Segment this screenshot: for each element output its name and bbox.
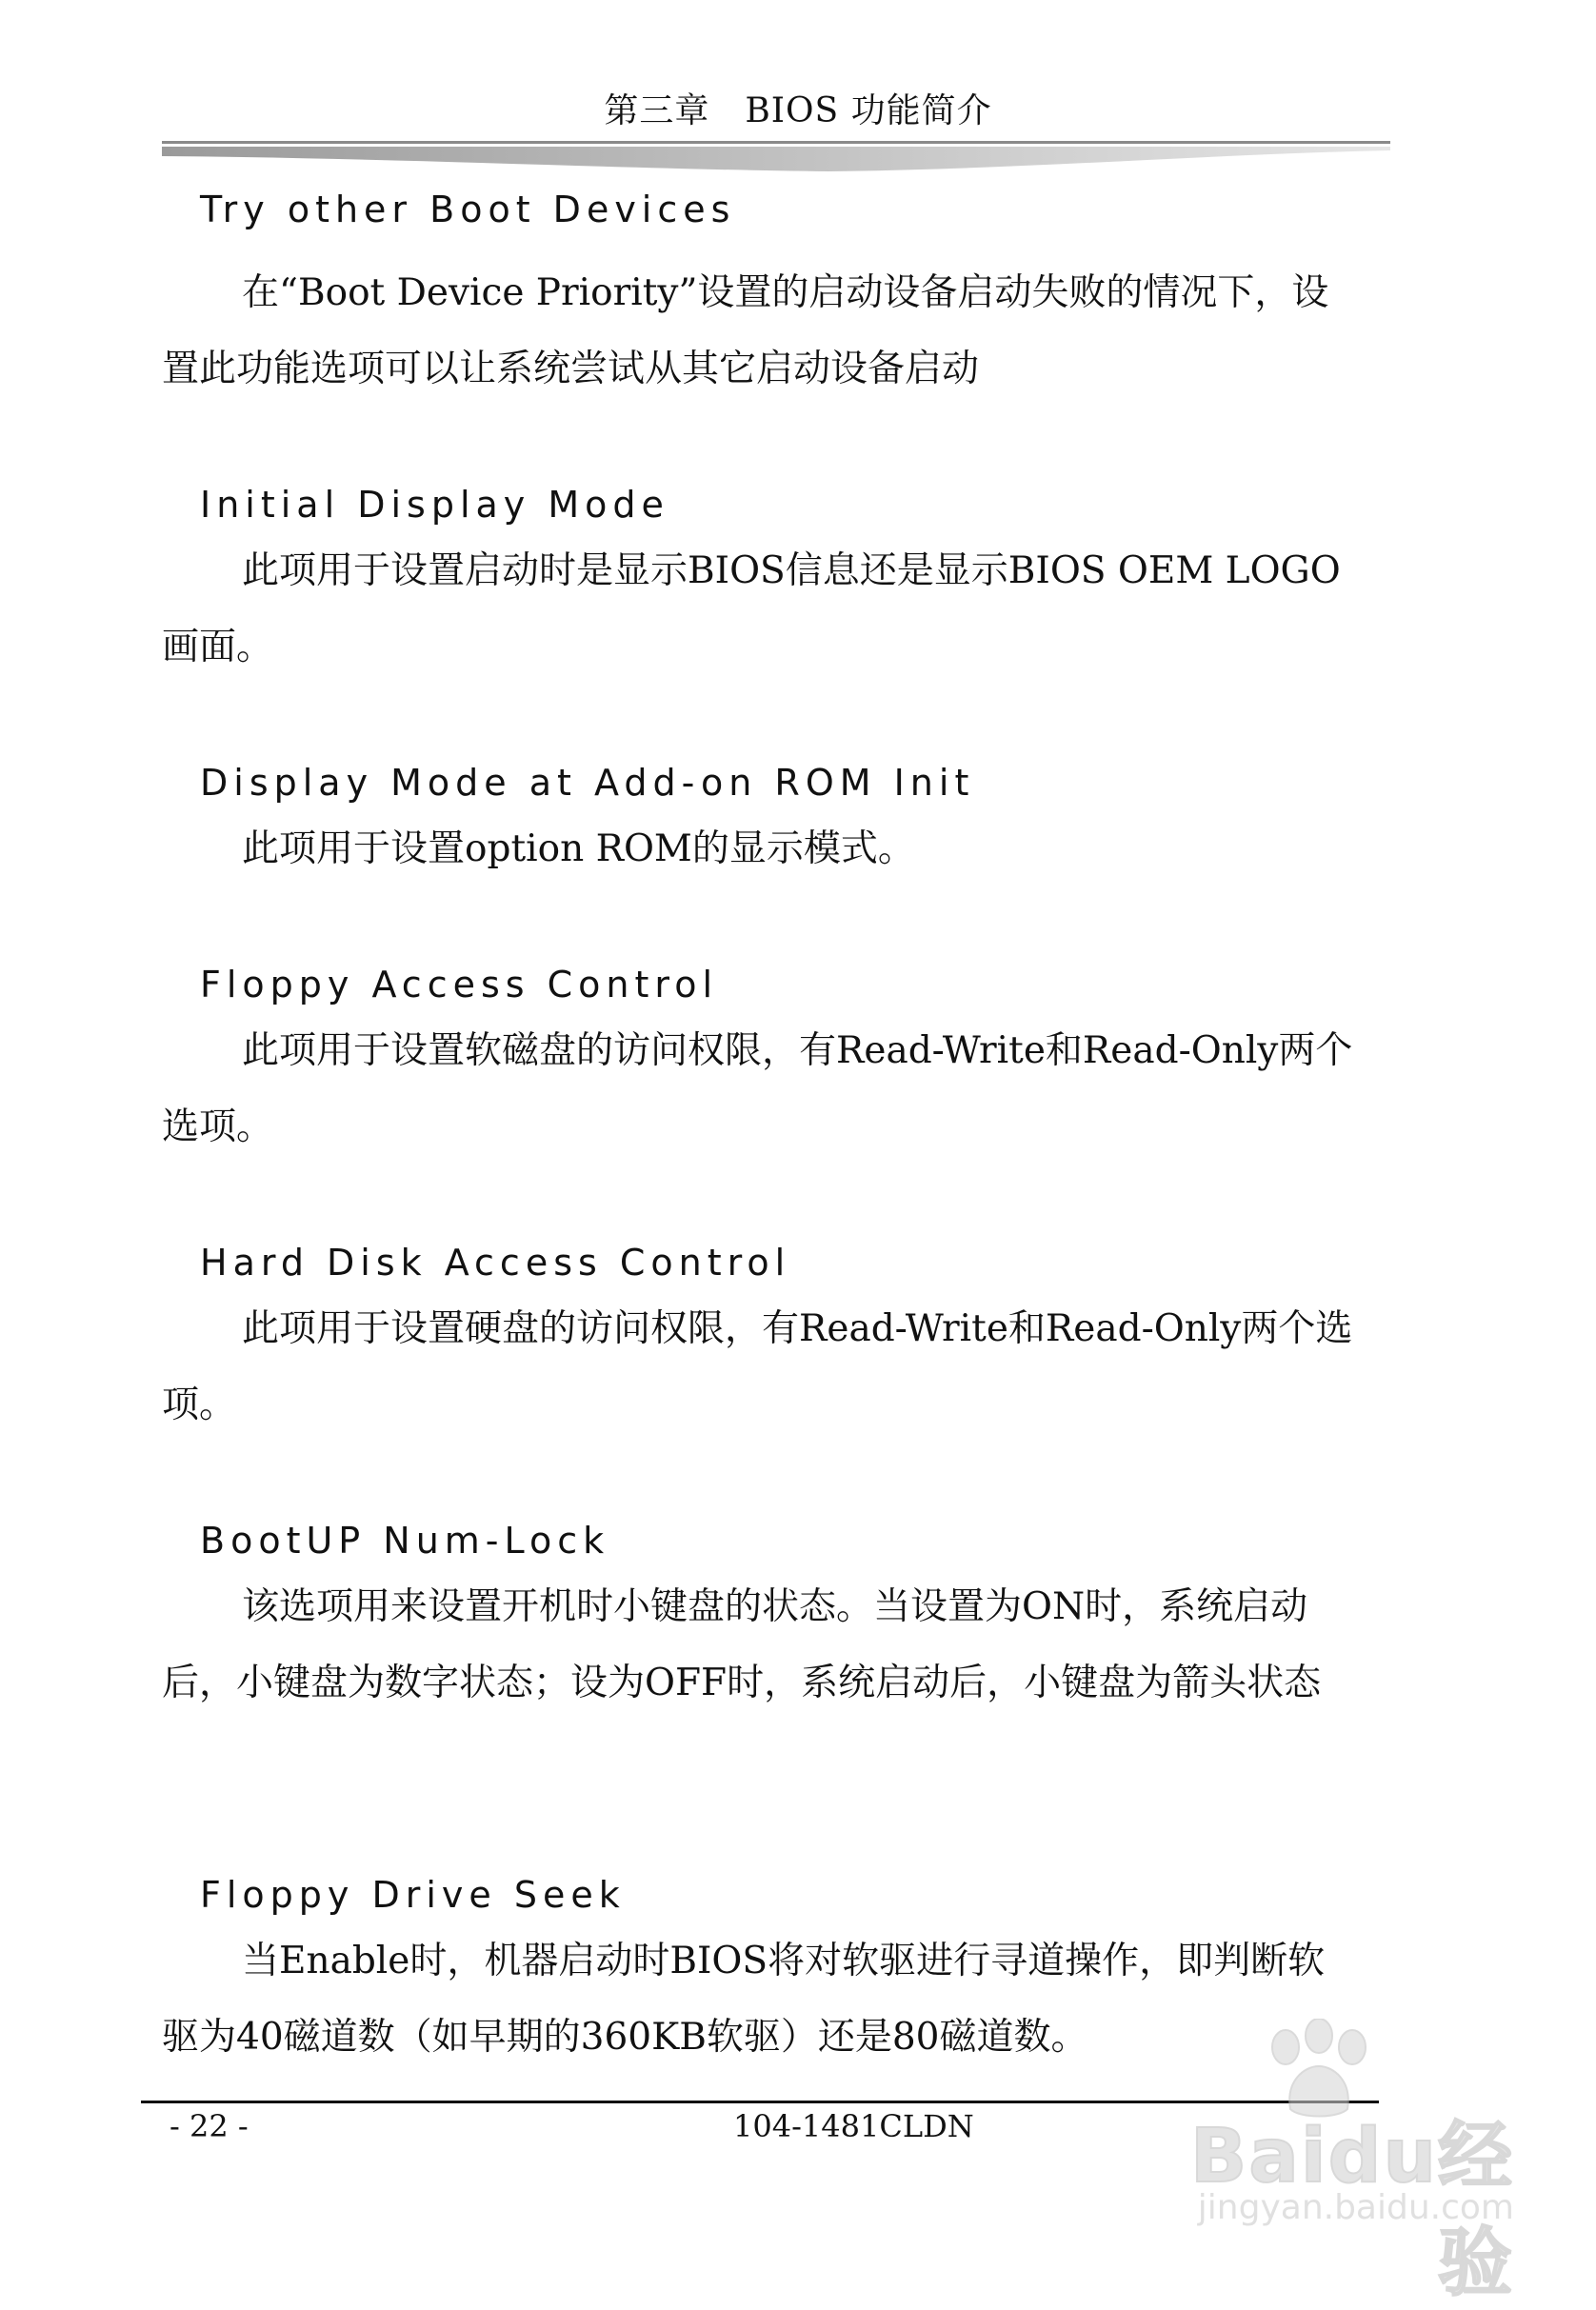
section-heading: Initial Display Mode [200,484,669,526]
section-heading: Try other Boot Devices [200,189,736,230]
header-rule [162,141,1390,173]
section-heading: Display Mode at Add-on ROM Init [200,762,975,804]
section-description: 此项用于设置硬盘的访问权限，有Read-Write和Read-Only两个选项。 [162,1307,1353,1426]
section-description: 此项用于设置option ROM的显示模式。 [242,827,915,870]
chapter-title: 第三章 BIOS 功能简介 [604,91,992,130]
baidu-jingyan-watermark [1133,2019,1514,2306]
section-heading: BootUP Num-Lock [200,1520,610,1562]
page-number: - 22 - [170,2108,249,2144]
section-heading: Floppy Access Control [200,964,718,1006]
section-description: 此项用于设置启动时是显示BIOS信息还是显示BIOS OEM LOGO画面。 [162,549,1341,668]
watermark-url: jingyan.baidu.com [1197,2188,1514,2227]
section-description: 当Enable时，机器启动时BIOS将对软驱进行寻道操作，即判断软驱为40磁道数（如早期的360KB软驱）还是80磁道数。 [162,1940,1326,2059]
section-description: 该选项用来设置开机时小键盘的状态。当设置为ON时，系统启动后，小键盘为数字状态；设为OFF时，系统启动后，小键盘为箭头状态 [162,1585,1322,1704]
watermark-brand: Baidu经验 [1189,2114,1514,2306]
section-description: 在“Boot Device Priority”设置的启动设备启动失败的情况下，设置此功能选项可以让系统尝试从其它启动设备启动 [162,271,1329,390]
section-heading: Hard Disk Access Control [200,1242,791,1284]
section-heading: Floppy Drive Seek [200,1874,626,1916]
section-description: 此项用于设置软磁盘的访问权限，有Read-Write和Read-Only两个选项。 [162,1029,1353,1148]
document-code: 104-1481CLDN [733,2108,974,2144]
